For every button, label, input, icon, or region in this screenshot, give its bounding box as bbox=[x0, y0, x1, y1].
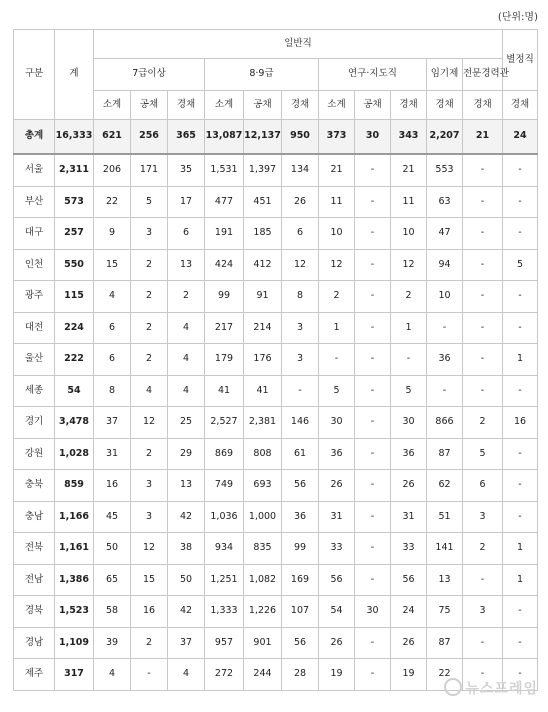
value-cell: 26 bbox=[319, 470, 355, 502]
value-cell: 56 bbox=[319, 564, 355, 596]
value-cell: 15 bbox=[94, 249, 131, 281]
total-count-cell: 257 bbox=[55, 218, 94, 250]
value-cell: 2,527 bbox=[205, 407, 244, 439]
region-cell: 경북 bbox=[14, 596, 55, 628]
value-cell: 31 bbox=[319, 501, 355, 533]
value-cell: 749 bbox=[205, 470, 244, 502]
value-cell: 50 bbox=[168, 564, 205, 596]
value-cell: 13 bbox=[168, 470, 205, 502]
value-cell: 31 bbox=[94, 438, 131, 470]
region-cell: 인천 bbox=[14, 249, 55, 281]
total-count-cell: 16,333 bbox=[55, 120, 94, 155]
table-row bbox=[14, 564, 538, 596]
value-cell: 31 bbox=[391, 501, 427, 533]
value-cell: 26 bbox=[319, 627, 355, 659]
value-cell: 412 bbox=[244, 249, 282, 281]
value-cell: 343 bbox=[391, 120, 427, 155]
value-cell: 56 bbox=[391, 564, 427, 596]
value-cell: - bbox=[355, 344, 391, 376]
header-byeoljeong: 별정직 bbox=[503, 30, 538, 91]
value-cell: 244 bbox=[244, 659, 282, 691]
value-cell: 373 bbox=[319, 120, 355, 155]
value-cell: - bbox=[355, 470, 391, 502]
value-cell: 33 bbox=[391, 533, 427, 565]
value-cell: 13 bbox=[168, 249, 205, 281]
value-cell: 3 bbox=[131, 218, 168, 250]
value-cell: - bbox=[355, 281, 391, 313]
table-row bbox=[14, 596, 538, 628]
value-cell: 107 bbox=[282, 596, 319, 628]
table-row bbox=[14, 438, 538, 470]
value-cell: 5 bbox=[131, 186, 168, 218]
region-cell: 대전 bbox=[14, 312, 55, 344]
staff-table bbox=[13, 29, 538, 691]
value-cell: - bbox=[463, 627, 503, 659]
value-cell: - bbox=[503, 375, 538, 407]
value-cell: 214 bbox=[244, 312, 282, 344]
value-cell: 36 bbox=[282, 501, 319, 533]
value-cell: - bbox=[463, 659, 503, 691]
value-cell: 75 bbox=[427, 596, 463, 628]
table-row bbox=[14, 470, 538, 502]
table-row bbox=[14, 375, 538, 407]
total-count-cell: 2,311 bbox=[55, 154, 94, 186]
total-count-cell: 1,109 bbox=[55, 627, 94, 659]
value-cell: 13,087 bbox=[205, 120, 244, 155]
value-cell: - bbox=[355, 533, 391, 565]
value-cell: 621 bbox=[94, 120, 131, 155]
value-cell: 16 bbox=[131, 596, 168, 628]
value-cell: 62 bbox=[427, 470, 463, 502]
total-count-cell: 1,523 bbox=[55, 596, 94, 628]
value-cell: 54 bbox=[319, 596, 355, 628]
value-cell: 1,226 bbox=[244, 596, 282, 628]
region-cell: 충남 bbox=[14, 501, 55, 533]
total-count-cell: 54 bbox=[55, 375, 94, 407]
value-cell: 1,082 bbox=[244, 564, 282, 596]
total-count-cell: 1,166 bbox=[55, 501, 94, 533]
value-cell: 2 bbox=[463, 533, 503, 565]
total-count-cell: 1,028 bbox=[55, 438, 94, 470]
value-cell: 1 bbox=[503, 533, 538, 565]
value-cell: - bbox=[463, 375, 503, 407]
value-cell: 2,207 bbox=[427, 120, 463, 155]
total-count-cell: 1,386 bbox=[55, 564, 94, 596]
value-cell: 1 bbox=[503, 344, 538, 376]
value-cell: 2 bbox=[131, 281, 168, 313]
value-cell: 87 bbox=[427, 627, 463, 659]
table-row bbox=[14, 154, 538, 186]
region-cell: 대구 bbox=[14, 218, 55, 250]
value-cell: 835 bbox=[244, 533, 282, 565]
value-cell: 9 bbox=[94, 218, 131, 250]
value-cell: 30 bbox=[355, 596, 391, 628]
total-count-cell: 317 bbox=[55, 659, 94, 691]
value-cell: 451 bbox=[244, 186, 282, 218]
value-cell: - bbox=[282, 375, 319, 407]
region-cell: 경기 bbox=[14, 407, 55, 439]
value-cell: 36 bbox=[427, 344, 463, 376]
value-cell: 2 bbox=[391, 281, 427, 313]
value-cell: 10 bbox=[319, 218, 355, 250]
value-cell: 2 bbox=[131, 344, 168, 376]
table-row bbox=[14, 312, 538, 344]
value-cell: 5 bbox=[319, 375, 355, 407]
subheader-gongchae: 공채 bbox=[131, 91, 168, 120]
value-cell: - bbox=[355, 218, 391, 250]
value-cell: 3 bbox=[131, 501, 168, 533]
value-cell: 693 bbox=[244, 470, 282, 502]
value-cell: 134 bbox=[282, 154, 319, 186]
value-cell: 1,000 bbox=[244, 501, 282, 533]
total-count-cell: 224 bbox=[55, 312, 94, 344]
value-cell: - bbox=[503, 659, 538, 691]
value-cell: 1,333 bbox=[205, 596, 244, 628]
value-cell: 24 bbox=[391, 596, 427, 628]
value-cell: 33 bbox=[319, 533, 355, 565]
total-count-cell: 1,161 bbox=[55, 533, 94, 565]
value-cell: 10 bbox=[427, 281, 463, 313]
value-cell: 58 bbox=[94, 596, 131, 628]
value-cell: - bbox=[355, 249, 391, 281]
value-cell: - bbox=[355, 186, 391, 218]
value-cell: 21 bbox=[319, 154, 355, 186]
value-cell: 1,251 bbox=[205, 564, 244, 596]
total-count-cell: 573 bbox=[55, 186, 94, 218]
total-count-cell: 550 bbox=[55, 249, 94, 281]
value-cell: 91 bbox=[244, 281, 282, 313]
table-row bbox=[14, 281, 538, 313]
subheader-gyeongchae: 경채 bbox=[427, 91, 463, 120]
value-cell: 51 bbox=[427, 501, 463, 533]
watermark bbox=[444, 678, 538, 698]
value-cell: 6 bbox=[168, 218, 205, 250]
value-cell: - bbox=[463, 249, 503, 281]
value-cell: 808 bbox=[244, 438, 282, 470]
value-cell: 1 bbox=[391, 312, 427, 344]
value-cell: 901 bbox=[244, 627, 282, 659]
value-cell: 21 bbox=[391, 154, 427, 186]
value-cell: 16 bbox=[503, 407, 538, 439]
value-cell: 2 bbox=[168, 281, 205, 313]
value-cell: 206 bbox=[94, 154, 131, 186]
header-jeonmun: 전문경력관 bbox=[463, 59, 503, 91]
value-cell: 5 bbox=[463, 438, 503, 470]
value-cell: 16 bbox=[94, 470, 131, 502]
value-cell: - bbox=[503, 627, 538, 659]
value-cell: 1,531 bbox=[205, 154, 244, 186]
value-cell: 6 bbox=[463, 470, 503, 502]
value-cell: 1 bbox=[319, 312, 355, 344]
value-cell: 30 bbox=[355, 120, 391, 155]
value-cell: 2 bbox=[131, 312, 168, 344]
value-cell: 36 bbox=[391, 438, 427, 470]
value-cell: 3 bbox=[463, 501, 503, 533]
subheader-sogye: 소계 bbox=[319, 91, 355, 120]
value-cell: 10 bbox=[391, 218, 427, 250]
value-cell: - bbox=[503, 154, 538, 186]
value-cell: 94 bbox=[427, 249, 463, 281]
total-count-cell: 3,478 bbox=[55, 407, 94, 439]
value-cell: 17 bbox=[168, 186, 205, 218]
value-cell: 42 bbox=[168, 501, 205, 533]
value-cell: 26 bbox=[282, 186, 319, 218]
value-cell: - bbox=[463, 186, 503, 218]
region-cell: 세종 bbox=[14, 375, 55, 407]
value-cell: 191 bbox=[205, 218, 244, 250]
table-row bbox=[14, 407, 538, 439]
value-cell: 146 bbox=[282, 407, 319, 439]
value-cell: 3 bbox=[131, 470, 168, 502]
value-cell: - bbox=[463, 154, 503, 186]
header-imgi: 임기제 bbox=[427, 59, 463, 91]
value-cell: 4 bbox=[168, 659, 205, 691]
value-cell: 6 bbox=[282, 218, 319, 250]
table-row bbox=[14, 218, 538, 250]
value-cell: - bbox=[503, 312, 538, 344]
subheader-sogye: 소계 bbox=[94, 91, 131, 120]
region-cell: 전남 bbox=[14, 564, 55, 596]
value-cell: 21 bbox=[463, 120, 503, 155]
value-cell: 2 bbox=[463, 407, 503, 439]
value-cell: 3 bbox=[282, 344, 319, 376]
subheader-gyeongchae: 경채 bbox=[503, 91, 538, 120]
value-cell: 12 bbox=[131, 533, 168, 565]
value-cell: 957 bbox=[205, 627, 244, 659]
value-cell: 99 bbox=[282, 533, 319, 565]
watermark-logo-icon bbox=[444, 678, 462, 696]
value-cell: 217 bbox=[205, 312, 244, 344]
value-cell: 8 bbox=[282, 281, 319, 313]
value-cell: - bbox=[503, 186, 538, 218]
value-cell: 2 bbox=[131, 438, 168, 470]
value-cell: 19 bbox=[391, 659, 427, 691]
value-cell: 37 bbox=[94, 407, 131, 439]
value-cell: 45 bbox=[94, 501, 131, 533]
value-cell: 4 bbox=[131, 375, 168, 407]
value-cell: - bbox=[355, 659, 391, 691]
subheader-gyeongchae: 경채 bbox=[463, 91, 503, 120]
value-cell: 56 bbox=[282, 470, 319, 502]
value-cell: 50 bbox=[94, 533, 131, 565]
value-cell: 950 bbox=[282, 120, 319, 155]
value-cell: 256 bbox=[131, 120, 168, 155]
value-cell: 12 bbox=[131, 407, 168, 439]
value-cell: - bbox=[427, 312, 463, 344]
table-row bbox=[14, 249, 538, 281]
value-cell: 65 bbox=[94, 564, 131, 596]
header-7grade: 7급이상 bbox=[94, 59, 205, 91]
value-cell: 179 bbox=[205, 344, 244, 376]
value-cell: 56 bbox=[282, 627, 319, 659]
region-cell: 울산 bbox=[14, 344, 55, 376]
value-cell: 29 bbox=[168, 438, 205, 470]
value-cell: 38 bbox=[168, 533, 205, 565]
value-cell: 2 bbox=[131, 627, 168, 659]
region-cell: 경남 bbox=[14, 627, 55, 659]
value-cell: - bbox=[355, 375, 391, 407]
value-cell: 1,397 bbox=[244, 154, 282, 186]
header-ilban: 일반직 bbox=[94, 30, 503, 59]
value-cell: - bbox=[355, 407, 391, 439]
region-cell: 충북 bbox=[14, 470, 55, 502]
value-cell: 15 bbox=[131, 564, 168, 596]
value-cell: 47 bbox=[427, 218, 463, 250]
value-cell: - bbox=[355, 564, 391, 596]
total-count-cell: 859 bbox=[55, 470, 94, 502]
value-cell: 26 bbox=[391, 627, 427, 659]
value-cell: 141 bbox=[427, 533, 463, 565]
value-cell: 5 bbox=[391, 375, 427, 407]
value-cell: 99 bbox=[205, 281, 244, 313]
value-cell: 1 bbox=[503, 564, 538, 596]
value-cell: 2 bbox=[319, 281, 355, 313]
value-cell: 4 bbox=[168, 344, 205, 376]
value-cell: 4 bbox=[168, 375, 205, 407]
table-row bbox=[14, 533, 538, 565]
value-cell: 3 bbox=[282, 312, 319, 344]
table-row bbox=[14, 501, 538, 533]
value-cell: 365 bbox=[168, 120, 205, 155]
value-cell: 6 bbox=[94, 344, 131, 376]
value-cell: - bbox=[355, 438, 391, 470]
value-cell: - bbox=[503, 281, 538, 313]
value-cell: 477 bbox=[205, 186, 244, 218]
region-cell: 서울 bbox=[14, 154, 55, 186]
watermark-text: 뉴스프레임 bbox=[465, 681, 538, 697]
value-cell: 2 bbox=[131, 249, 168, 281]
value-cell: - bbox=[131, 659, 168, 691]
value-cell: 24 bbox=[503, 120, 538, 155]
value-cell: - bbox=[355, 312, 391, 344]
value-cell: 4 bbox=[168, 312, 205, 344]
table-row bbox=[14, 627, 538, 659]
value-cell: 63 bbox=[427, 186, 463, 218]
header-gye: 계 bbox=[55, 30, 94, 120]
region-cell: 제주 bbox=[14, 659, 55, 691]
value-cell: 13 bbox=[427, 564, 463, 596]
value-cell: 22 bbox=[427, 659, 463, 691]
value-cell: - bbox=[463, 564, 503, 596]
value-cell: 26 bbox=[391, 470, 427, 502]
value-cell: 30 bbox=[391, 407, 427, 439]
value-cell: 19 bbox=[319, 659, 355, 691]
value-cell: 11 bbox=[391, 186, 427, 218]
region-cell: 총계 bbox=[14, 120, 55, 155]
value-cell: - bbox=[503, 596, 538, 628]
value-cell: - bbox=[503, 501, 538, 533]
value-cell: 934 bbox=[205, 533, 244, 565]
value-cell: 272 bbox=[205, 659, 244, 691]
subheader-gyeongchae: 경채 bbox=[168, 91, 205, 120]
value-cell: - bbox=[391, 344, 427, 376]
value-cell: 5 bbox=[503, 249, 538, 281]
region-cell: 부산 bbox=[14, 186, 55, 218]
header-89grade: 8·9급 bbox=[205, 59, 319, 91]
value-cell: 35 bbox=[168, 154, 205, 186]
value-cell: 169 bbox=[282, 564, 319, 596]
value-cell: 61 bbox=[282, 438, 319, 470]
table-row bbox=[14, 186, 538, 218]
total-row bbox=[14, 120, 538, 155]
value-cell: 185 bbox=[244, 218, 282, 250]
region-cell: 광주 bbox=[14, 281, 55, 313]
value-cell: 3 bbox=[463, 596, 503, 628]
value-cell: 4 bbox=[94, 281, 131, 313]
header-gubun: 구분 bbox=[14, 30, 55, 120]
value-cell: - bbox=[427, 375, 463, 407]
header-research: 연구·지도직 bbox=[319, 59, 427, 91]
value-cell: - bbox=[463, 312, 503, 344]
value-cell: - bbox=[319, 344, 355, 376]
subheader-gongchae: 공채 bbox=[244, 91, 282, 120]
value-cell: 41 bbox=[244, 375, 282, 407]
value-cell: 12 bbox=[391, 249, 427, 281]
value-cell: 12 bbox=[282, 249, 319, 281]
value-cell: 41 bbox=[205, 375, 244, 407]
region-cell: 전북 bbox=[14, 533, 55, 565]
subheader-gyeongchae: 경채 bbox=[282, 91, 319, 120]
value-cell: 30 bbox=[319, 407, 355, 439]
value-cell: 869 bbox=[205, 438, 244, 470]
value-cell: 39 bbox=[94, 627, 131, 659]
value-cell: 2,381 bbox=[244, 407, 282, 439]
value-cell: - bbox=[355, 154, 391, 186]
value-cell: 424 bbox=[205, 249, 244, 281]
value-cell: - bbox=[355, 501, 391, 533]
subheader-gongchae: 공채 bbox=[355, 91, 391, 120]
subheader-gyeongchae: 경채 bbox=[391, 91, 427, 120]
value-cell: - bbox=[503, 438, 538, 470]
value-cell: 12 bbox=[319, 249, 355, 281]
total-count-cell: 115 bbox=[55, 281, 94, 313]
value-cell: 25 bbox=[168, 407, 205, 439]
value-cell: 12,137 bbox=[244, 120, 282, 155]
value-cell: 6 bbox=[94, 312, 131, 344]
unit-label: (단위:명) bbox=[497, 12, 538, 23]
value-cell: - bbox=[463, 281, 503, 313]
value-cell: 22 bbox=[94, 186, 131, 218]
value-cell: 176 bbox=[244, 344, 282, 376]
value-cell: 553 bbox=[427, 154, 463, 186]
value-cell: - bbox=[355, 627, 391, 659]
region-cell: 강원 bbox=[14, 438, 55, 470]
value-cell: 36 bbox=[319, 438, 355, 470]
value-cell: 42 bbox=[168, 596, 205, 628]
value-cell: 8 bbox=[94, 375, 131, 407]
subheader-sogye: 소계 bbox=[205, 91, 244, 120]
total-count-cell: 222 bbox=[55, 344, 94, 376]
value-cell: 4 bbox=[94, 659, 131, 691]
value-cell: - bbox=[463, 218, 503, 250]
value-cell: 87 bbox=[427, 438, 463, 470]
value-cell: 1,036 bbox=[205, 501, 244, 533]
value-cell: 171 bbox=[131, 154, 168, 186]
value-cell: - bbox=[503, 470, 538, 502]
value-cell: - bbox=[463, 344, 503, 376]
value-cell: 11 bbox=[319, 186, 355, 218]
table-row bbox=[14, 344, 538, 376]
value-cell: 28 bbox=[282, 659, 319, 691]
value-cell: 37 bbox=[168, 627, 205, 659]
value-cell: 866 bbox=[427, 407, 463, 439]
value-cell: - bbox=[503, 218, 538, 250]
